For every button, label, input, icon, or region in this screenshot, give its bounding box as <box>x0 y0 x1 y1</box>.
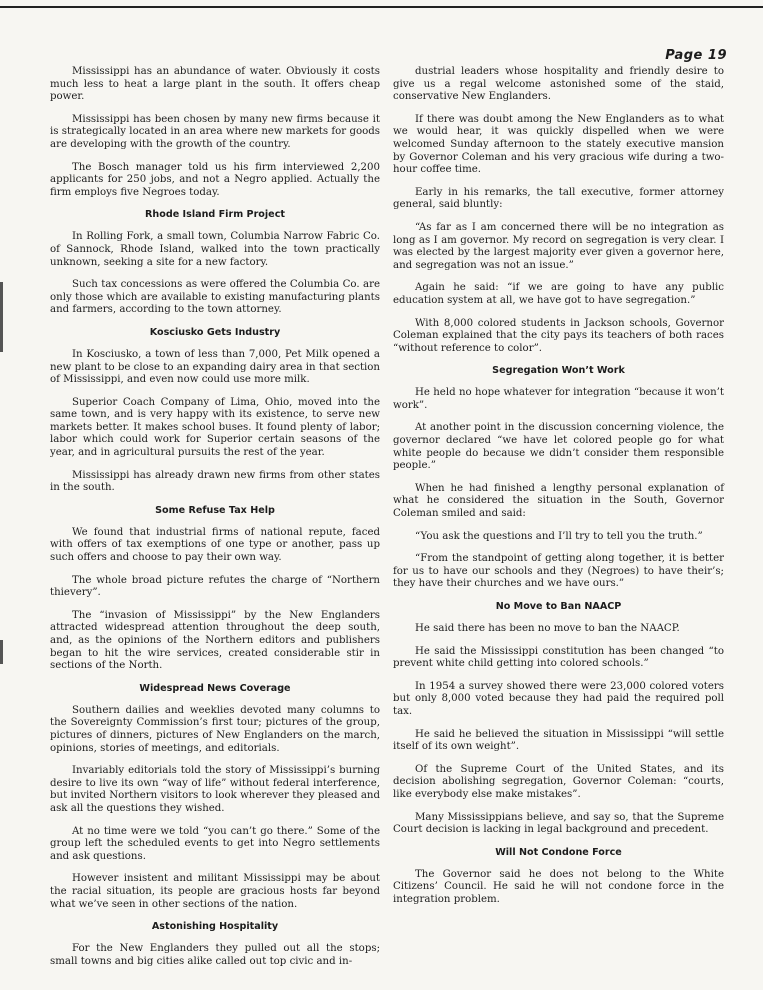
paragraph: With 8,000 colored students in Jackson schools, Governor Coleman explained that the city pays its teachers of both races “without reference to color”. <box>393 317 724 354</box>
paragraph: If there was doubt among the New Englanders as to what we would hear, it was quickly dispelled when we were welcomed Sunday afternoon to the stately executive mansion by Governor Coleman and his very gracious wife during a two-hour coffee time. <box>393 113 724 176</box>
paragraph: “As far as I am concerned there will be no integration as long as I am governor. My record on segregation is very clear. I was elected by the largest majority ever given a governor here, and segregation was not an issue.” <box>393 221 724 271</box>
paragraph: The Governor said he does not belong to the White Citizens’ Council. He said he will not condone force in the integration problem. <box>393 868 724 905</box>
paragraph: However insistent and militant Mississippi may be about the racial situation, its people are gracious hosts far beyond what we’ve seen in other sections of the nation. <box>50 873 380 910</box>
paragraph: He said the Mississippi constitution has been changed “to prevent white child getting into colored schools.” <box>393 645 724 670</box>
paragraph: Invariably editorials told the story of Mississippi’s burning desire to live its own “way of life” without federal interference, but invited Northern visitors to look wherever they pleased and ask all the questions they wished. <box>50 765 380 814</box>
paragraph: In Kosciusko, a town of less than 7,000, Pet Milk opened a new plant to be close to an expanding dairy area in that section of Mississippi, and even now could use more milk. <box>50 348 380 386</box>
paragraph: In 1954 a survey showed there were 23,000 colored voters but only 8,000 voted because they had paid the required poll tax. <box>393 680 724 717</box>
top-rule <box>0 6 763 8</box>
paragraph: Mississippi has been chosen by many new firms because it is strategically located in an area where new markets for goods are developing with the growth of the country. <box>50 113 380 150</box>
section-heading: Will Not Condone Force <box>495 846 622 858</box>
section-heading: Kosciusko Gets Industry <box>149 326 281 338</box>
paragraph: Superior Coach Company of Lima, Ohio, moved into the same town, and is very happy with its existence, to serve new markets better. It makes school buses. It found plenty of labor; labor which could work for Superior certain seasons of the year, and in agricultural pursuits the rest of the year. <box>50 396 380 459</box>
paragraph: At another point in the discussion concerning violence, the governor declared “we have let colored people go for what white people do because we didn’t consider them responsible people.” <box>393 422 724 472</box>
paragraph: The Bosch manager told us his firm interviewed 2,200 applicants for 250 jobs, and not a Negro applied. Actually the firm employs five Negroes today. <box>50 161 380 198</box>
paragraph: The whole broad picture refutes the charge of “Northern thievery”. <box>50 574 380 599</box>
paragraph: When he had finished a lengthy personal explanation of what he considered the situation in the South, Governor Coleman smiled and said: <box>393 482 724 520</box>
section-heading: Segregation Won’t Work <box>492 365 625 377</box>
paragraph: Early in his remarks, the tall executive, former attorney general, said bluntly: <box>393 186 724 211</box>
paragraph: Again he said: “if we are going to have any public education system at all, we have got to have segregation.” <box>393 282 724 306</box>
paragraph: dustrial leaders whose hospitality and friendly desire to give us a regal welcome astonished some of the staid, conservative New Englanders. <box>393 66 724 103</box>
paragraph: Mississippi has an abundance of water. Obviously it costs much less to heat a large plant in the south. It offers cheap power. <box>50 66 380 103</box>
page-number: Page 19 <box>665 48 727 63</box>
section-heading: Rhode Island Firm Project <box>145 209 285 221</box>
paragraph: Mississippi has already drawn new firms from other states in the south. <box>50 469 380 494</box>
section-heading: No Move to Ban NAACP <box>495 601 622 612</box>
binding-mark <box>0 640 3 664</box>
paragraph: He held no hope whatever for integration “because it won’t work”. <box>393 387 724 411</box>
section-heading: Some Refuse Tax Help <box>155 504 275 516</box>
paragraph: Southern dailies and weeklies devoted many columns to the Sovereignty Commission’s first tour; pictures of the group, pictures of dinners, pictures of New Englanders on the march, opinions, stories of meetings, and editorials. <box>50 704 380 754</box>
paragraph: He said there has been no move to ban the NAACP. <box>415 623 680 634</box>
paragraph: “From the standpoint of getting along together, it is better for us to have our schools and they (Negroes) to have their’s; they have their churches and we have ours.” <box>393 553 724 590</box>
right-column <box>393 66 724 917</box>
paragraph: “You ask the questions and I’ll try to tell you the truth.” <box>415 530 703 542</box>
paragraph: Of the Supreme Court of the United States, and its decision abolishing segregation, Governor Coleman: “courts, like everybody else make mistakes”. <box>393 763 724 800</box>
paragraph: Many Mississippians believe, and say so, that the Supreme Court decision is lacking in legal background and precedent. <box>393 811 724 836</box>
section-heading: Astonishing Hospitality <box>151 921 279 933</box>
paragraph: We found that industrial firms of national repute, faced with offers of tax exemptions of one type or another, pass up such offers and choose to pay their own way. <box>50 526 380 564</box>
paragraph: At no time were we told “you can’t go there.” Some of the group left the scheduled events to get into Negro settlements and ask questions. <box>50 825 380 862</box>
left-column <box>50 66 380 978</box>
paragraph: For the New Englanders they pulled out all the stops; small towns and big cities alike called out top civic and in- <box>50 943 380 967</box>
section-heading: Widespread News Coverage <box>139 682 291 694</box>
paragraph: In Rolling Fork, a small town, Columbia Narrow Fabric Co. of Sannock, Rhode Island, walked into the town practically unknown, seeking a site for a new factory. <box>50 231 380 268</box>
paragraph: Such tax concessions as were offered the Columbia Co. are only those which are available to existing manufacturing plants and farmers, according to the town attorney. <box>50 279 380 316</box>
paragraph: The “invasion of Mississippi” by the New Englanders attracted widespread attention throughout the deep south, and, as the opinions of the Northern editors and publishers began to hit the wire services, created considerable stir in sections of the North. <box>50 609 380 672</box>
paragraph: He said he believed the situation in Mississippi “will settle itself of its own weight”. <box>393 728 724 753</box>
binding-mark <box>0 282 3 352</box>
